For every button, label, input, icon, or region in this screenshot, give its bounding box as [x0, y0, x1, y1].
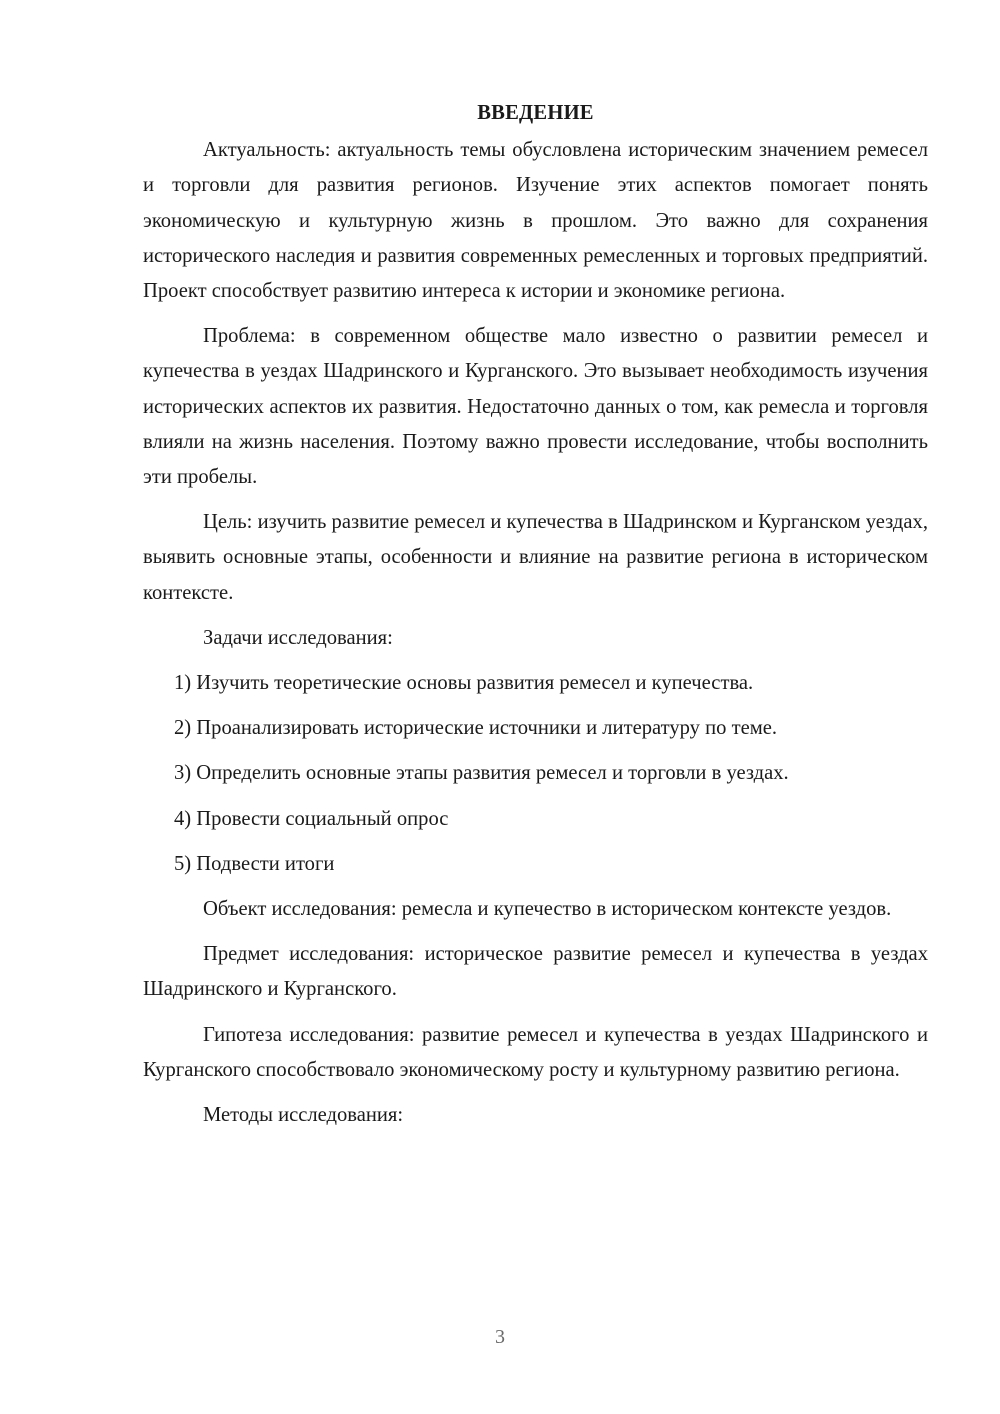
methods-heading: Методы исследования: [203, 1104, 404, 1127]
section-title: ВВЕДЕНИЕ [477, 102, 594, 124]
problem-paragraph: Проблема: в современном обществе мало известно о развитии ремесел и купечества в уездах Шадринского и Курганского. Это вызывает необходимость изучения исторических аспектов их развития. Недостаточно данных о том, как ремесла и торговля влияли на жизнь населения. Поэтому важно провести исследование, чтобы восполнить эти пробелы. [143, 325, 928, 489]
task-item: 1) Изучить теоретические основы развития ремесел и купечества. [174, 672, 754, 695]
task-item: 3) Определить основные этапы развития ремесел и торговли в уездах. [174, 762, 789, 785]
tasks-heading: Задачи исследования: [203, 626, 393, 649]
task-item: 2) Проанализировать исторические источники и литературу по теме. [174, 717, 778, 740]
task-item: 5) Подвести итоги [174, 852, 335, 875]
task-item: 4) Провести социальный опрос [174, 807, 449, 830]
object-paragraph: Объект исследования: ремесла и купечество в историческом контексте уездов. [203, 898, 892, 921]
goal-paragraph: Цель: изучить развитие ремесел и купечества в Шадринском и Курганском уездах, выявить основные этапы, особенности и влияние на развитие региона в историческом контексте. [143, 511, 928, 604]
document-page [143, 96, 928, 1143]
page-number: 3 [495, 1326, 505, 1348]
tasks-list [143, 666, 928, 882]
relevance-paragraph: Актуальность: актуальность темы обусловлена историческим значением ремесел и торговли для развития регионов. Изучение этих аспектов помогает понять экономическую и культурную жизнь в прошлом. Это важно для сохранения исторического наследия и развития современных ремесленных и торговых предприятий. Проект способствует развитию интереса к истории и экономике региона. [143, 139, 928, 303]
hypothesis-paragraph: Гипотеза исследования: развитие ремесел и купечества в уездах Шадринского и Курганского способствовало экономическому росту и культурному развитию региона. [143, 1023, 928, 1081]
subject-paragraph: Предмет исследования: историческое развитие ремесел и купечества в уездах Шадринского и Курганского. [143, 943, 928, 1001]
